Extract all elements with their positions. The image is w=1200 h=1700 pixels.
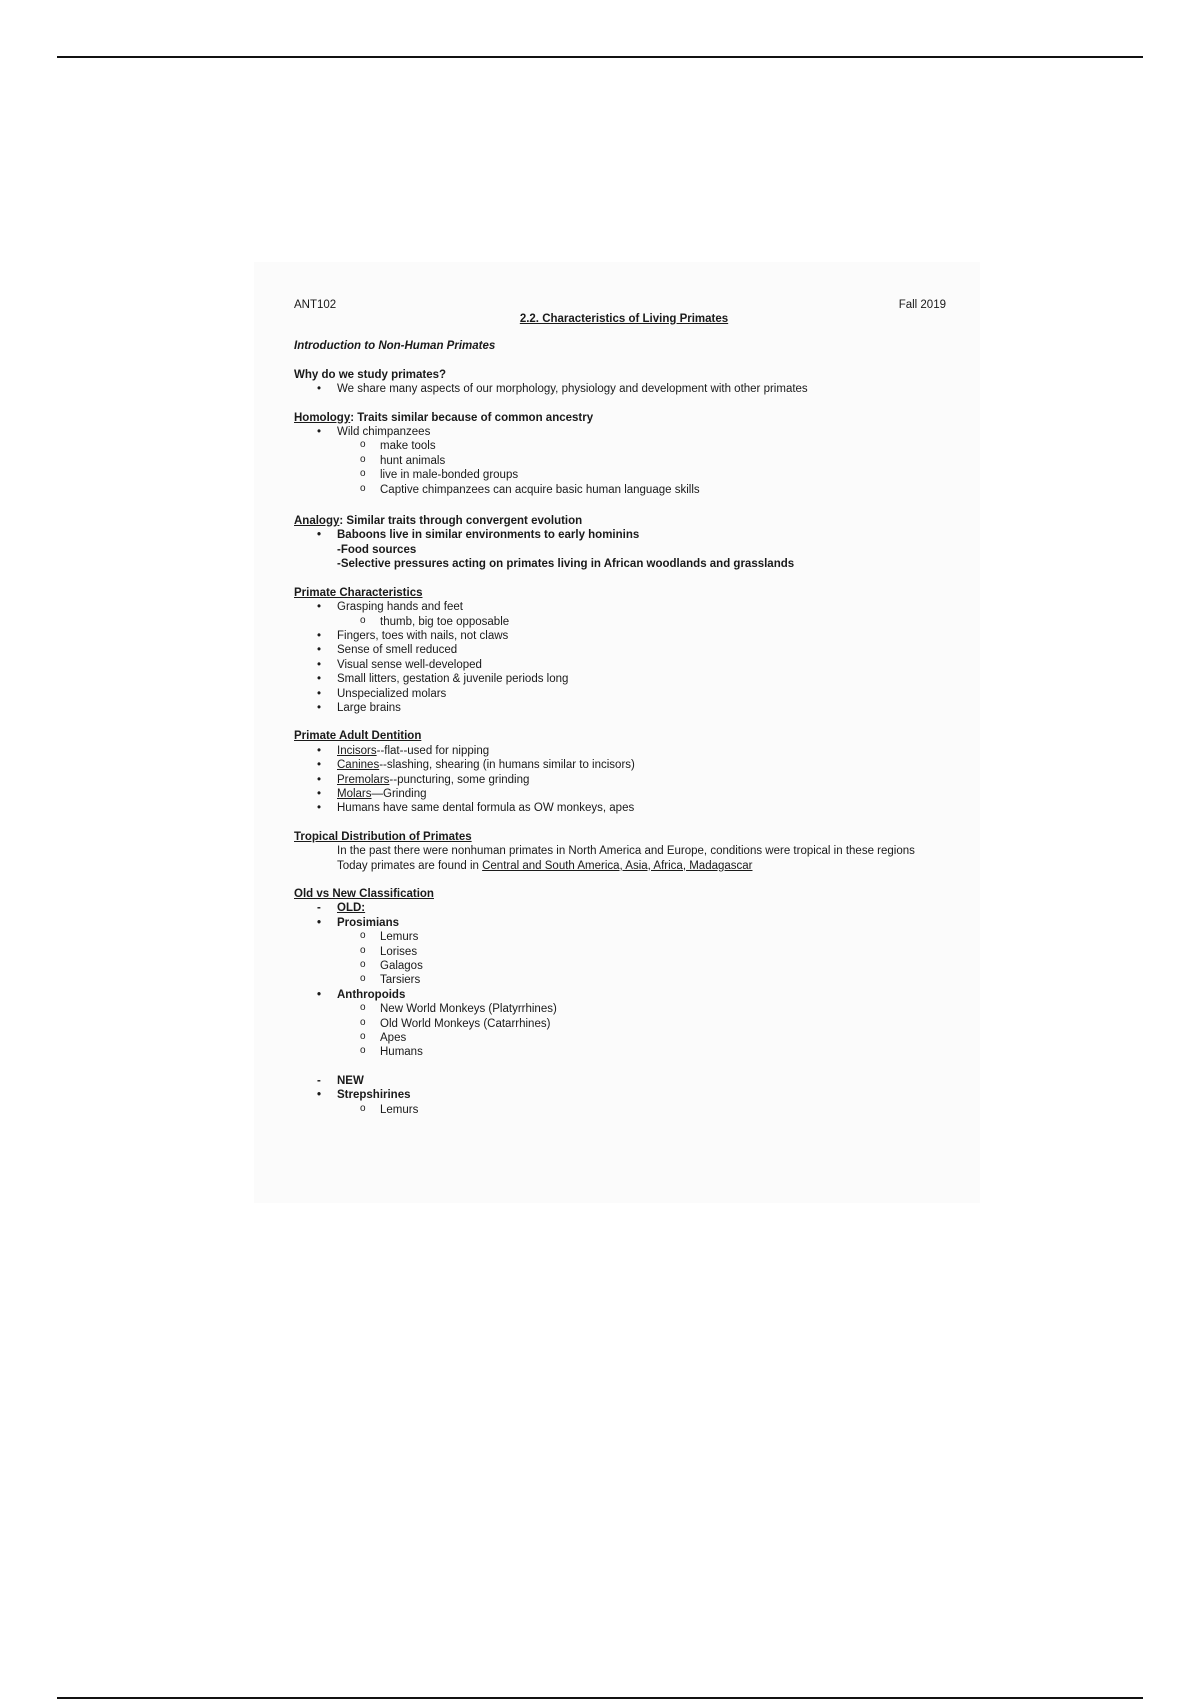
paragraph-prefix: Today primates are found in (337, 859, 483, 872)
tooth-description: --slashing, shearing (in humans similar to incisors) (379, 759, 635, 772)
section-title (294, 411, 934, 425)
list-item (294, 773, 934, 787)
section-title (294, 514, 934, 528)
section-definition: : Traits similar because of common ancestry (350, 411, 594, 424)
section-title-text: Primate Characteristics (294, 586, 423, 599)
sub-list-item: o Humans (294, 1045, 934, 1059)
sub-list-item: o thumb, big toe opposable (294, 615, 934, 629)
document-content (294, 298, 946, 1117)
intro-heading: Introduction to Non-Human Primates (294, 340, 496, 353)
section-title-text: Primate Adult Dentition (294, 730, 422, 743)
sub-list-item: o Lemurs (294, 930, 934, 944)
section-distribution (294, 830, 934, 873)
section-title (294, 586, 934, 600)
sub-list-item: o Lorises (294, 945, 934, 959)
list-item: • Large brains (294, 701, 934, 715)
section-homology (294, 411, 934, 497)
list-item: • Humans have same dental formula as OW monkeys, apes (294, 801, 934, 815)
section-dentition (294, 729, 934, 815)
sub-list-item: o Captive chimpanzees can acquire basic human language skills (294, 483, 934, 497)
list-item: • Wild chimpanzees (294, 425, 934, 439)
list-item (294, 744, 934, 758)
new-label: - NEW (294, 1074, 934, 1088)
section-title (294, 729, 934, 743)
section-why (294, 368, 934, 397)
tooth-term: Incisors (337, 744, 377, 757)
list-item: • Baboons live in similar environments to early hominins (294, 528, 934, 542)
list-item: • Grasping hands and feet (294, 600, 934, 614)
sub-list-item: o Tarsiers (294, 973, 934, 987)
page-title: 2.2. Characteristics of Living Primates (519, 313, 729, 325)
section-title: Why do we study primates? (294, 368, 447, 381)
tooth-description: --flat--used for nipping (376, 744, 490, 757)
list-item (294, 758, 934, 772)
tooth-description: --puncturing, some grinding (389, 773, 530, 786)
list-line: -Selective pressures acting on primates living in African woodlands and grasslands (337, 558, 795, 571)
list-item: • Unspecialized molars (294, 687, 934, 701)
section-analogy (294, 514, 934, 572)
section-title (294, 887, 934, 901)
old-label (294, 901, 934, 915)
tooth-term: Molars (337, 787, 372, 800)
section-title (294, 830, 934, 844)
sub-list-item: o New World Monkeys (Platyrrhines) (294, 1002, 934, 1016)
doc-header (294, 298, 946, 312)
section-term: Homology (294, 411, 351, 424)
paragraph (294, 859, 934, 873)
sub-list-item: o live in male-bonded groups (294, 468, 934, 482)
list-item: • Sense of smell reduced (294, 643, 934, 657)
list-item: • Prosimians (294, 916, 934, 930)
sub-list-item: o hunt animals (294, 454, 934, 468)
bottom-rule (57, 1697, 1143, 1699)
tooth-term: Canines (337, 759, 380, 772)
sub-list-item: o Galagos (294, 959, 934, 973)
section-title-text: Old vs New Classification (294, 888, 434, 900)
sub-list-item: o Lemurs (294, 1103, 934, 1117)
list-item: • Fingers, toes with nails, not claws (294, 629, 934, 643)
sub-list-item: o Old World Monkeys (Catarrhines) (294, 1017, 934, 1031)
list-item: • Anthropoids (294, 988, 934, 1002)
section-classification (294, 887, 934, 1117)
list-item: • We share many aspects of our morphology, physiology and development with other primates (294, 382, 934, 396)
list-item (294, 787, 934, 801)
course-code: ANT102 (294, 299, 337, 311)
sub-list-item: o Apes (294, 1031, 934, 1045)
sub-list-item: o make tools (294, 439, 934, 453)
list-line: -Food sources (337, 543, 417, 556)
section-title-text: Tropical Distribution of Primates (294, 830, 472, 843)
top-rule (57, 56, 1143, 58)
list-item: • Visual sense well-developed (294, 658, 934, 672)
term: Fall 2019 (898, 299, 946, 311)
old-label-text: OLD: (337, 902, 366, 915)
list-item: • Small litters, gestation & juvenile periods long (294, 672, 934, 686)
tooth-term: Premolars (337, 773, 390, 786)
tooth-description: —Grinding (371, 787, 427, 800)
section-definition: : Similar traits through convergent evolution (339, 515, 583, 528)
places: Central and South America, Asia, Africa, Madagascar (482, 859, 753, 872)
paragraph: In the past there were nonhuman primates in North America and Europe, conditions were tropical in these regions (337, 845, 915, 858)
list-item: • Strepshirines (294, 1088, 934, 1102)
section-term: Analogy (294, 515, 340, 528)
section-characteristics (294, 586, 934, 716)
